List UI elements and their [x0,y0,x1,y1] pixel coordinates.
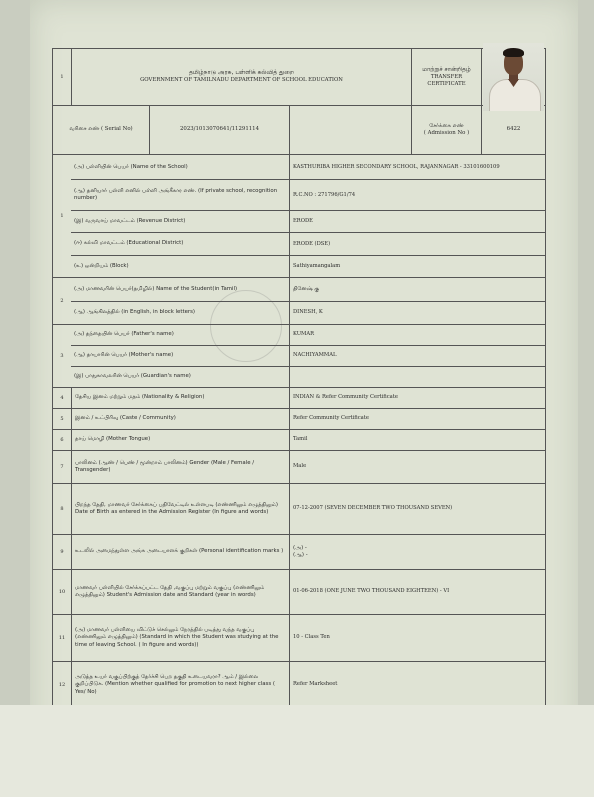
block-label: (உ) ஒன்றியம் (Block) [74,262,129,269]
nationality-value: INDIAN & Refer Community Certificate [289,388,545,408]
header-row [53,49,545,105]
name-english-label: (ஆ) ஆங்கிலத்தில் (in English, in block letters) [74,309,196,316]
educational-district-label: (ஈ) கல்வி மாவட்டம் (Educational District) [74,240,184,247]
gender-row: 7 பாலினம் (ஆண் / பெண் / மூன்றாம் பாலினம்) Gender (Male / Female / Transgender) Male [53,450,545,483]
student-name-row: 2 (அ) மாணவரின் பெயர்(தமிழில்) Name of the Student(in Tamil) தினேஷ் கு (ஆ) ஆங்கிலத்தில் (in English, in block letters) DINESH, K [53,277,545,324]
recognition-value: R.C.NO : 271796/G1/74 [289,180,545,210]
school-name-value: KASTHURIBA HIGHER SECONDARY SCHOOL, RAJANNAGAR - 33101600109 [289,155,545,179]
guardian-label: (இ) பாதுகாவலரின் பெயர் (Guardian's name) [74,373,191,380]
blank-area [0,705,594,797]
serial-row [53,105,545,154]
name-english-value: DINESH, K [289,302,545,325]
parents-row: 3 (அ) தந்தையின் பெயர் (Father's name) KUMAR (ஆ) தாயாரின் பெயர் (Mother's name) NACHIYAMMAL (இ) பாதுகாவலரின் பெயர் (Guardian's name) [53,324,545,387]
standard-row: 11 (அ) மாணவர் பள்ளியை விட்டுச் செல்லும் நேரத்தில் படித்து வந்த வகுப்பு (எண்ணிலும் எழுத்திலும்) (Standard in which the Student was studying at the time of leaving School. ( In figure and words)) 10 - Class Ten [53,614,545,661]
dob-row: 8 பிறந்த தேதி, மாணவர் சேர்க்கைப் பதிவேட்டில் உள்ளபடி (எண்ணிலும் எழுத்திலும்) Date of Birth as entered in the Admission Register (In figure and words) 07-12-2007 (SEVEN DECEMBER TWO THOUSAND SEVEN) [53,483,545,534]
name-tamil-label: (அ) மாணவரின் பெயர்(தமிழில்) Name of the Student(in Tamil) [74,285,238,292]
promotion-value: Refer Marksheet [289,662,545,708]
admission-date-row: 10 மாணவர் பள்ளியில் சேர்க்கப்பட்ட தேதி ,வகுப்பு மற்றும் வகுப்பு (எண்ணிலும் எழுத்திலும்) Student's Admission date and Standard (year in words) 01-06-2018 (ONE JUNE TWO THOUSAND EIGHTEEN) - VI [53,569,545,614]
gender-value: Male [289,451,545,483]
standard-value: 10 - Class Ten [289,615,545,661]
student-photo [483,43,544,111]
tc-title: மாற்றுச் சான்றிதழ் TRANSFER CERTIFICATE [411,49,481,105]
community-row: 5 இனம் / உட்பிரிவு (Caste / Community) Refer Community Certificate [53,408,545,429]
recognition-label: (ஆ) தனியார் பள்ளி எனில் பள்ளி அங்கீகார எண். (If private school, recognition number) [74,188,278,202]
community-value: Refer Community Certificate [289,409,545,429]
block-value: Sathiyamangalam [289,256,545,277]
promotion-row: 12 அடுத்த உயர் வகுப்பிற்குத் தேர்ச்சி பெற தகுதி உடையவரா? ஆம் / இல்லை குறிப்பிடுக. (Mention whether qualified for promotion to next higher class ( Yes/ No) Refer Marksheet [53,661,545,708]
serial-label: வரிசை எண் ( Serial No) [69,126,133,133]
mother-tongue-row: 6 தாய் மொழி (Mother Tongue) Tamil [53,429,545,450]
nationality-row: 4 தேசிய இனம் மற்றும் மதம் (Nationality & Religion) INDIAN & Refer Community Certificate [53,387,545,408]
revenue-district-value: ERODE [289,211,545,232]
admission-date-value: 01-06-2018 (ONE JUNE TWO THOUSAND EIGHTEEN) - VI [289,570,545,614]
admission-value: 6422 [481,106,545,154]
father-value: KUMAR [289,325,545,345]
student-photo-cell [481,49,545,105]
mother-tongue-value: Tamil [289,430,545,450]
dob-value: 07-12-2007 (SEVEN DECEMBER TWO THOUSAND SEVEN) [289,484,545,534]
guardian-value [289,367,545,387]
school-name-label: (அ) பள்ளியின் பெயர் (Name of the School) [74,163,188,170]
department-title: தமிழ்நாடு அரசு, பள்ளிக் கல்வித் துறை GOVERNMENT OF TAMILNADU DEPARTMENT OF SCHOOL EDUCATION [71,49,411,105]
educational-district-value: ERODE (DSE) [289,233,545,254]
row-number: 1 [60,73,64,80]
serial-value: 2023/1013070641/11291114 [149,106,289,154]
mother-value: NACHIYAMMAL [289,346,545,366]
identification-value: (அ) - (ஆ) - [289,535,545,569]
revenue-district-label: (இ) வருவாய் மாவட்டம் (Revenue District) [74,218,186,225]
mother-label: (ஆ) தாயாரின் பெயர் (Mother's name) [74,352,174,359]
name-tamil-value: தினேஷ் கு [289,278,545,301]
school-details-row: 1 (அ) பள்ளியின் பெயர் (Name of the School) KASTHURIBA HIGHER SECONDARY SCHOOL, RAJANNAGAR - 33101600109 (ஆ) தனியார் பள்ளி எனில் பள்ளி அங்கீகார எண். (If private school, recognition number) R.C.NO : 271796/G1/74 (இ) வருவாய் மாவட்டம் (Revenue District) ERODE (ஈ) கல்வி மாவட்டம் (Educational District) ERODE (DSE) (உ) ஒன்றியம் (Block) Sathiyamangalam [53,154,545,277]
transfer-certificate [52,48,546,724]
admission-label: சேர்க்கை எண் ( Admission No ) [411,106,481,154]
identification-row: 9 உடலில் அமைந்துள்ள அங்க அடையாளக் குறிகள் (Personal identification marks ) (அ) - (ஆ) - [53,534,545,569]
father-label: (அ) தந்தையின் பெயர் (Father's name) [74,331,174,338]
